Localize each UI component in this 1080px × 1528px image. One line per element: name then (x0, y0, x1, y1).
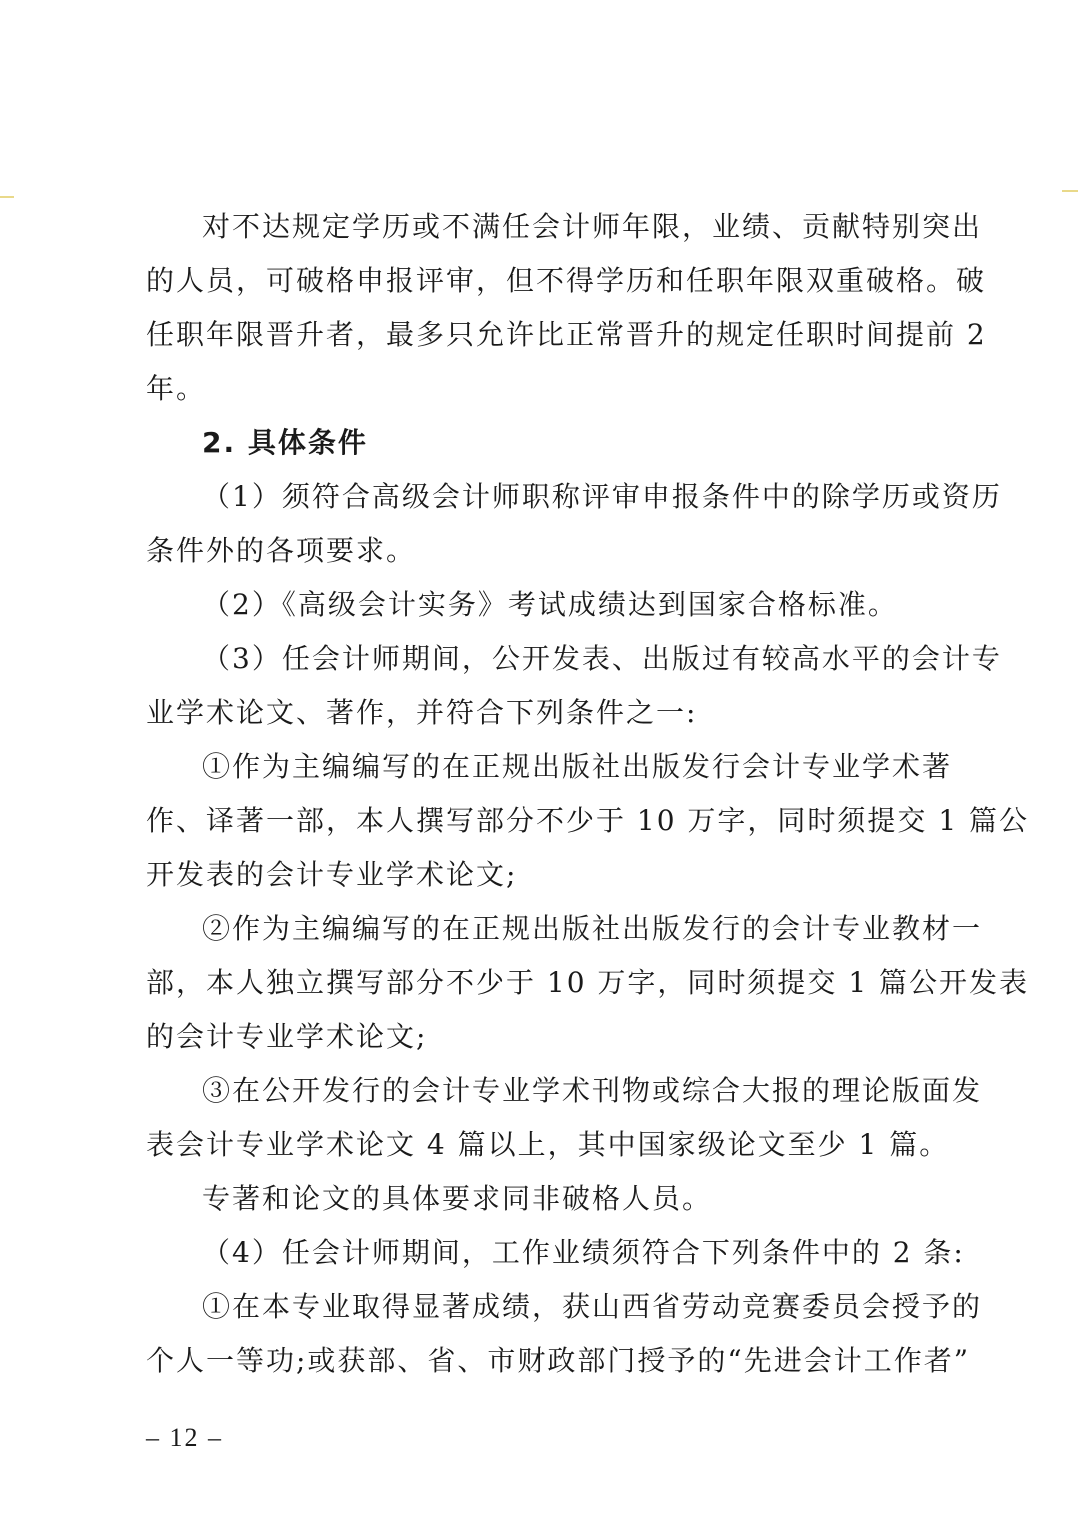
text-line: （3）任会计师期间，公开发表、出版过有较高水平的会计专 (202, 642, 1002, 675)
text-line: 专著和论文的具体要求同非破格人员。 (202, 1182, 713, 1215)
text-line: ③在公开发行的会计专业学术刊物或综合大报的理论版面发 (202, 1074, 983, 1107)
edge-mark-right (1062, 190, 1078, 192)
text-line: 的人员，可破格申报评审，但不得学历和任职年限双重破格。破 (146, 264, 987, 297)
text-line: 业学术论文、著作，并符合下列条件之一: (146, 696, 698, 729)
body-text (146, 200, 1030, 1388)
text-line: ①作为主编编写的在正规出版社出版发行会计专业学术著 (202, 750, 953, 783)
text-line: 的会计专业学术论文; (146, 1020, 428, 1053)
text-line: ①在本专业取得显著成绩，获山西省劳动竞赛委员会授予的 (202, 1290, 983, 1323)
text-line: 表会计专业学术论文 4 篇以上，其中国家级论文至少 1 篇。 (146, 1128, 950, 1161)
section-heading: 2. 具体条件 (202, 426, 368, 459)
text-line: 部，本人独立撰写部分不少于 10 万字，同时须提交 1 篇公开发表 (146, 966, 1030, 999)
text-line: 年。 (146, 372, 207, 405)
edge-mark-left (0, 196, 14, 198)
text-line: 作、译著一部，本人撰写部分不少于 10 万字，同时须提交 1 篇公 (146, 804, 1030, 837)
page-number: – 12 – (146, 1423, 223, 1452)
text-line: 开发表的会计专业学术论文; (146, 858, 518, 891)
text-line: 任职年限晋升者，最多只允许比正常晋升的规定任职时间提前 2 (146, 318, 987, 351)
text-line: （2）《高级会计实务》考试成绩达到国家合格标准。 (202, 588, 898, 621)
text-line: 对不达规定学历或不满任会计师年限，业绩、贡献特别突出 (202, 210, 983, 243)
text-line: 条件外的各项要求。 (146, 534, 417, 567)
text-line: ②作为主编编写的在正规出版社出版发行的会计专业教材一 (202, 912, 983, 945)
text-line: （4）任会计师期间，工作业绩须符合下列条件中的 2 条: (202, 1236, 965, 1269)
text-line: （1）须符合高级会计师职称评审申报条件中的除学历或资历 (202, 480, 1002, 513)
text-line: 个人一等功;或获部、省、市财政部门授予的“先进会计工作者” (146, 1344, 971, 1377)
